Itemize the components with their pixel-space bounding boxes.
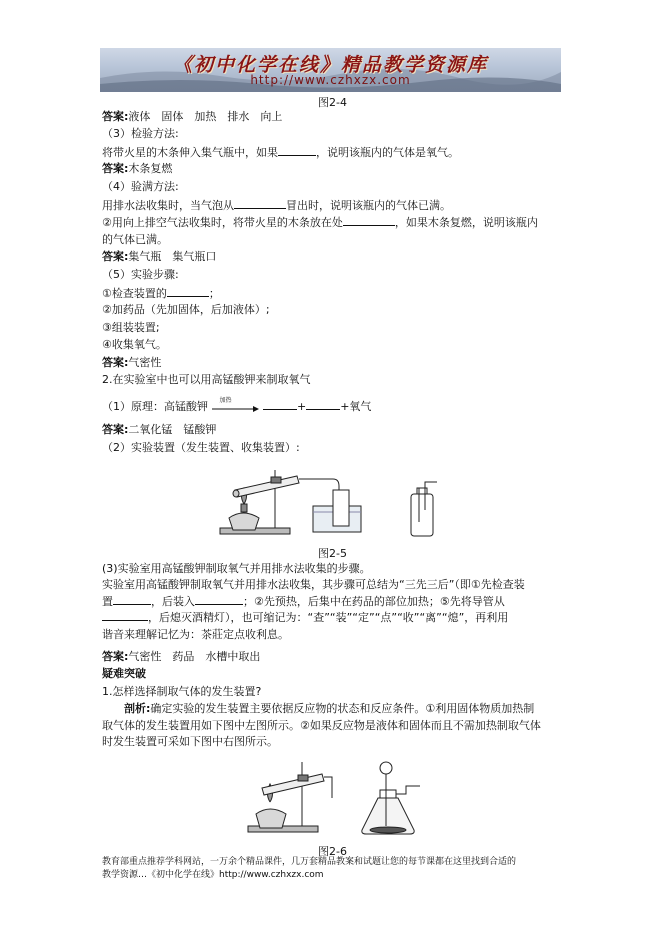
steps-paragraph — [102, 577, 559, 643]
page-footer — [102, 856, 562, 882]
answer-label: 答案: — [102, 250, 129, 263]
section-title: 疑难突破 — [102, 667, 146, 680]
header-banner — [100, 48, 561, 92]
question-text: 的气体已满。 — [102, 233, 168, 246]
question-text: ，如果木条复燃，说明该瓶内 — [394, 216, 538, 229]
paragraph-line: 谐音来理解记忆为：茶莊定点收利息。 — [102, 627, 289, 641]
reaction-text: （1）原理：高锰酸钾 — [102, 400, 208, 413]
footer-link[interactable]: http://www.czhxzx.com — [219, 870, 324, 880]
blank — [102, 610, 148, 621]
blank — [343, 215, 395, 226]
figure-generation-apparatus — [240, 758, 430, 838]
blank — [167, 286, 209, 297]
paragraph-line: 时发生装置可采如下图中右图所示。 — [102, 735, 278, 748]
step-text: ①检查装置的 — [102, 287, 167, 300]
reaction-text: + — [297, 400, 307, 413]
figure-apparatus-kmno4 — [215, 460, 455, 542]
answer-text: 气密性 药品 水槽中取出 — [128, 650, 261, 663]
figure-caption: 图2-4 — [318, 96, 347, 109]
section-heading: （3）检验方法: — [102, 127, 179, 140]
paragraph-line: 置 — [102, 594, 113, 608]
answer-text: 二氧化锰 锰酸钾 — [128, 423, 217, 436]
analysis-paragraph — [102, 701, 559, 751]
paragraph-line: 实验室用高锰酸钾制取氧气并用排水法收集，其步骤可总结为“三先三后”（即①先检查装 — [102, 578, 525, 591]
step-text: ④收集氧气。 — [102, 338, 167, 351]
paragraph-line: 确定实验的发生装置主要依据反应物的状态和反应条件。①利用固体物质加热制 — [150, 702, 535, 715]
paragraph-line: ，后熄灭酒精灯），也可缩记为：“查”“装”“定”“点”“收”“离”“熄”，再利用 — [148, 611, 509, 624]
blank — [234, 198, 286, 209]
paragraph-line: ，后装入 — [151, 594, 195, 608]
step-text: ②加药品（先加固体，后加液体）; — [102, 303, 270, 316]
blank — [263, 399, 297, 410]
answer-label: 答案: — [102, 110, 129, 123]
section-heading: （4）验满方法: — [102, 180, 179, 193]
question-text: 用排水法收集时，当气泡从 — [102, 199, 234, 212]
figure-caption: 图2-6 — [318, 845, 347, 858]
figure-caption: 图2-5 — [318, 547, 347, 560]
step-text: ③组装装置; — [102, 321, 160, 334]
question-text: 冒出时，说明该瓶内的气体已满。 — [286, 199, 451, 212]
question-text: 将带火星的木条伸入集气瓶中，如果 — [102, 146, 278, 159]
arrow-condition: 加热 — [219, 397, 232, 404]
paragraph-line: ；②先预热，后集中在药品的部位加热；⑤先将导管从 — [243, 594, 505, 608]
answer-label: 答案: — [102, 162, 129, 175]
banner-title: 《初中化学在线》精品教学资源库 — [172, 54, 488, 76]
blank — [195, 594, 243, 605]
question-text: (3)实验室用高锰酸钾制取氧气并用排水法收集的步骤。 — [102, 562, 371, 575]
footer-line: 教学资源…《初中化学在线》 — [102, 870, 220, 880]
section-heading: （5）实验步骤: — [102, 268, 179, 281]
reaction-arrow — [212, 397, 260, 412]
blank — [278, 145, 316, 156]
banner-url[interactable]: http://www.czhxzx.com — [250, 73, 411, 87]
answer-text: 木条复燃 — [128, 162, 173, 175]
answer-text: 集气瓶 集气瓶口 — [128, 250, 217, 263]
question-text: 1.怎样选择制取气体的发生装置? — [102, 685, 262, 698]
answer-text: 液体 固体 加热 排水 向上 — [128, 110, 283, 123]
question-text: ，说明该瓶内的气体是氧气。 — [316, 146, 459, 159]
analysis-label: 剖析: — [124, 702, 151, 715]
paragraph-line: 取气体的发生装置用如下图中左图所示。②如果反应物是液体和固体而且不需加热制取气体 — [102, 718, 541, 732]
blank — [113, 594, 151, 605]
answer-label: 答案: — [102, 423, 129, 436]
question-text: ②用向上排空气法收集时，将带火星的木条放在处 — [102, 216, 343, 229]
blank — [306, 399, 340, 410]
question-text: （2）实验装置（发生装置、收集装置）: — [102, 441, 300, 454]
answer-text: 气密性 — [128, 356, 162, 369]
reaction-text: +氧气 — [340, 400, 372, 413]
footer-line: 教育部重点推荐学科网站，一万余个精品课件，几万套精品教案和试题让您的每节课都在这里找到合适的 — [102, 857, 517, 867]
answer-label: 答案: — [102, 356, 129, 369]
question-text: 2.在实验室中也可以用高锰酸钾来制取氧气 — [102, 373, 311, 386]
answer-label: 答案: — [102, 650, 129, 663]
step-text: ； — [208, 287, 220, 300]
